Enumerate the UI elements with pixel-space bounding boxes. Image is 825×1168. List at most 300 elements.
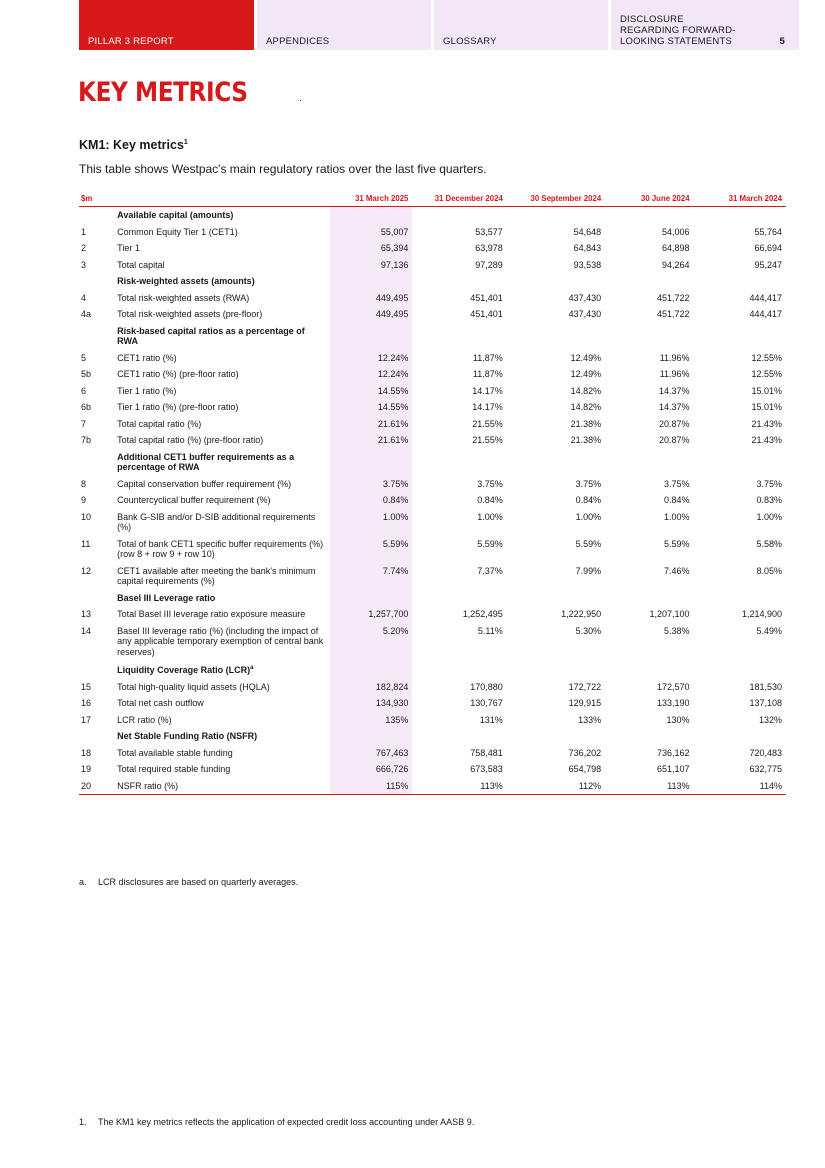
empty-cell xyxy=(694,449,786,476)
empty-cell xyxy=(605,660,693,679)
value-cell: 170,880 xyxy=(470,681,503,692)
value-cell: 21.55% xyxy=(472,435,503,445)
value-cell: 7.99% xyxy=(575,565,602,576)
value-cell: 449,495 xyxy=(330,306,412,323)
value-cell: 5.49% xyxy=(756,625,782,636)
row-label-text: CET1 available after meeting the bank's minimum capital requirements (%) xyxy=(117,565,316,586)
column-header: 31 March 2024 xyxy=(694,192,786,207)
empty-cell xyxy=(694,728,786,745)
section-header-row xyxy=(79,207,786,224)
row-number: 1 xyxy=(81,226,87,237)
value-cell: 1.00% xyxy=(330,509,412,536)
row-label xyxy=(117,306,330,323)
value-cell: 1.00% xyxy=(477,511,503,522)
value-cell: 720,483 xyxy=(749,747,782,758)
value-cell: 1,257,700 xyxy=(330,606,412,623)
empty-cell xyxy=(330,590,412,607)
value-cell: 172,570 xyxy=(657,681,690,692)
row-label-text: Total risk-weighted assets (pre-floor) xyxy=(117,309,263,319)
value-cell: 0.84% xyxy=(330,492,412,509)
row-label xyxy=(117,695,330,712)
value-cell: 8.05% xyxy=(756,565,782,576)
row-number: 14 xyxy=(81,625,92,636)
section-header-row xyxy=(79,728,786,745)
value-cell: 449,495 xyxy=(330,290,412,307)
value-cell: 93,538 xyxy=(573,259,602,270)
table-heading xyxy=(79,138,188,152)
value-cell: 11.96% xyxy=(659,352,690,363)
value-cell: 5.20% xyxy=(330,623,412,661)
value-cell: 0.84% xyxy=(477,495,503,505)
empty-cell xyxy=(694,590,786,607)
value-cell: 1.00% xyxy=(664,511,690,522)
intro-text: This table shows Westpac's main regulatory ratios over the last five quarters. xyxy=(79,162,487,176)
empty-cell xyxy=(605,323,693,350)
value-cell: 12.49% xyxy=(570,369,602,379)
value-cell: 182,824 xyxy=(330,679,412,696)
tab-appendices[interactable] xyxy=(257,0,431,50)
value-cell: 112% xyxy=(507,778,605,795)
value-cell: 21.43% xyxy=(751,418,782,429)
empty-cell xyxy=(412,273,506,290)
tab-label: APPENDICES xyxy=(266,36,330,47)
table-heading-text: KM1: Key metrics xyxy=(79,138,184,152)
column-header: 31 December 2024 xyxy=(412,192,506,207)
row-number-cell xyxy=(79,660,117,679)
footnote-marker: 1 xyxy=(183,138,188,146)
value-cell: 437,430 xyxy=(568,309,602,319)
value-cell: 14.37% xyxy=(659,385,690,396)
value-cell: 14.17% xyxy=(472,402,503,412)
table-row xyxy=(79,745,786,762)
empty-cell xyxy=(507,207,605,224)
table-row xyxy=(79,679,786,696)
value-cell: 97,289 xyxy=(475,259,503,270)
table-row xyxy=(79,257,786,274)
table-row xyxy=(79,399,786,416)
row-number: 5b xyxy=(81,369,92,379)
table-row xyxy=(79,761,786,778)
empty-cell xyxy=(694,323,786,350)
row-number: 5 xyxy=(81,352,87,363)
section-header-row xyxy=(79,660,786,679)
row-label xyxy=(117,712,330,729)
row-label xyxy=(117,383,330,400)
section-header-row xyxy=(79,449,786,476)
value-cell: 129,915 xyxy=(568,698,602,708)
row-number: 9 xyxy=(81,495,87,505)
value-cell: 54,006 xyxy=(662,226,690,237)
tab-pillar-3-report[interactable] xyxy=(79,0,254,50)
row-number: 13 xyxy=(81,609,92,619)
row-number: 7 xyxy=(81,418,87,429)
value-cell: 1,214,900 xyxy=(741,609,782,619)
value-cell: 451,401 xyxy=(470,309,503,319)
value-cell: 53,577 xyxy=(475,226,503,237)
page-number: 5 xyxy=(779,36,785,47)
value-cell: 21.61% xyxy=(330,432,412,449)
value-cell: 673,583 xyxy=(470,764,503,774)
row-label xyxy=(117,224,330,241)
table-row xyxy=(79,383,786,400)
value-cell: 130,767 xyxy=(470,698,503,708)
row-label xyxy=(117,240,330,257)
section-label xyxy=(117,449,330,476)
value-cell: 64,843 xyxy=(573,243,602,253)
footnote-key: 1. xyxy=(79,1117,87,1127)
row-number: 17 xyxy=(81,714,92,725)
table-row xyxy=(79,606,786,623)
row-label-text: Countercyclical buffer requirement (%) xyxy=(117,495,271,505)
row-label-text: NSFR ratio (%) xyxy=(117,780,179,791)
value-cell: 7.74% xyxy=(330,563,412,590)
empty-cell xyxy=(412,660,506,679)
value-cell: 3.75% xyxy=(330,476,412,493)
empty-cell xyxy=(507,323,605,350)
value-cell: 65,394 xyxy=(330,240,412,257)
row-number-cell xyxy=(79,590,117,607)
row-number: 3 xyxy=(81,259,87,270)
unit-header: $m xyxy=(79,192,330,207)
row-number: 12 xyxy=(81,565,92,576)
section-label-text: Basel III Leverage ratio xyxy=(117,592,216,603)
table-row xyxy=(79,350,786,367)
row-label-text: Common Equity Tier 1 (CET1) xyxy=(117,226,238,237)
value-cell: 181,530 xyxy=(749,681,782,692)
value-cell: 5.59% xyxy=(664,538,690,549)
table-row xyxy=(79,366,786,383)
value-cell: 135% xyxy=(330,712,412,729)
value-cell: 14.55% xyxy=(330,383,412,400)
value-cell: 21.38% xyxy=(570,418,602,429)
row-number: 2 xyxy=(81,243,87,253)
row-label-text: Total available stable funding xyxy=(117,747,233,758)
value-cell: 64,898 xyxy=(662,243,690,253)
tab-glossary[interactable] xyxy=(434,0,608,50)
empty-cell xyxy=(605,273,693,290)
value-cell: 130% xyxy=(666,714,690,725)
row-label xyxy=(117,350,330,367)
empty-cell xyxy=(412,207,506,224)
tab-label-line: REGARDING FORWARD- xyxy=(620,25,736,36)
value-cell: 113% xyxy=(605,778,693,795)
empty-cell xyxy=(605,449,693,476)
table-row xyxy=(79,416,786,433)
section-label xyxy=(117,323,330,350)
value-cell: 632,775 xyxy=(749,764,782,774)
value-cell: 7.37% xyxy=(477,565,503,576)
column-header: 30 June 2024 xyxy=(605,192,693,207)
row-label xyxy=(117,492,330,509)
empty-cell xyxy=(507,273,605,290)
value-cell: 3.75% xyxy=(477,478,503,489)
value-cell: 132% xyxy=(758,714,782,725)
value-cell: 767,463 xyxy=(330,745,412,762)
row-label xyxy=(117,399,330,416)
value-cell: 66,694 xyxy=(754,243,782,253)
value-cell: 20.87% xyxy=(659,418,690,429)
table-row xyxy=(79,432,786,449)
row-label-text: Total of bank CET1 specific buffer requirements (%) xyxy=(117,538,324,549)
value-cell: 15.01% xyxy=(751,385,782,396)
value-cell: 651,107 xyxy=(657,764,690,774)
table-row xyxy=(79,778,786,795)
table-row xyxy=(79,623,786,661)
row-number-cell xyxy=(79,323,117,350)
row-label-text: Total net cash outflow xyxy=(117,698,204,708)
value-cell: 133,190 xyxy=(657,698,690,708)
row-number-cell xyxy=(79,449,117,476)
section-label-text: Available capital (amounts) xyxy=(117,210,234,220)
value-cell: 736,162 xyxy=(657,747,690,758)
value-cell: 21.43% xyxy=(751,435,782,445)
row-label xyxy=(117,432,330,449)
value-cell: 15.01% xyxy=(751,402,782,412)
table-row xyxy=(79,306,786,323)
value-cell: 14.82% xyxy=(570,402,602,412)
section-label xyxy=(117,728,330,745)
value-cell: 137,108 xyxy=(749,698,782,708)
empty-cell xyxy=(507,590,605,607)
row-label-text: Tier 1 ratio (%) (pre-floor ratio) xyxy=(117,402,239,412)
table-body xyxy=(79,207,786,795)
value-cell: 758,481 xyxy=(470,747,503,758)
row-label-extra: (row 8 + row 9 + row 10) xyxy=(117,549,215,559)
row-label-text: Bank G-SIB and/or D-SIB additional requirements (%) xyxy=(117,511,316,532)
empty-cell xyxy=(507,728,605,745)
value-cell: 451,722 xyxy=(657,309,690,319)
empty-cell xyxy=(330,728,412,745)
value-cell: 3.75% xyxy=(664,478,690,489)
section-label-text: Additional CET1 buffer requirements as a percentage of RWA xyxy=(117,451,295,472)
row-label xyxy=(117,509,330,536)
row-number: 6 xyxy=(81,385,87,396)
row-label xyxy=(117,761,330,778)
tab-label-line: LOOKING STATEMENTS xyxy=(620,36,732,47)
value-cell: 12.24% xyxy=(330,350,412,367)
empty-cell xyxy=(330,660,412,679)
row-number-cell xyxy=(79,273,117,290)
value-cell: 97,136 xyxy=(330,257,412,274)
value-cell: 14.37% xyxy=(659,402,690,412)
row-number: 18 xyxy=(81,747,92,758)
value-cell: 451,401 xyxy=(470,292,503,303)
value-cell: 1,252,495 xyxy=(462,609,503,619)
value-cell: 11.87% xyxy=(472,369,503,379)
row-label-text: Total capital ratio (%) xyxy=(117,418,202,429)
table-row xyxy=(79,695,786,712)
value-cell: 21.55% xyxy=(472,418,503,429)
value-cell: 3.75% xyxy=(575,478,602,489)
row-label xyxy=(117,536,330,563)
value-cell: 55,007 xyxy=(330,224,412,241)
empty-cell xyxy=(412,728,506,745)
empty-cell xyxy=(412,323,506,350)
row-label-text: Total required stable funding xyxy=(117,764,231,774)
value-cell: 5.38% xyxy=(664,625,690,636)
section-header-row xyxy=(79,590,786,607)
row-label-text: Tier 1 xyxy=(117,243,140,253)
table-row xyxy=(79,509,786,536)
section-label-text: Liquidity Coverage Ratio (LCR) xyxy=(117,665,251,675)
row-label-text: CET1 ratio (%) xyxy=(117,352,177,363)
value-cell: 21.61% xyxy=(330,416,412,433)
tab-label-line: DISCLOSURE xyxy=(620,14,684,25)
row-number: 11 xyxy=(81,538,91,549)
row-number: 16 xyxy=(81,698,92,708)
note-text: LCR disclosures are based on quarterly averages. xyxy=(98,877,299,887)
row-number: 4 xyxy=(81,292,87,303)
section-header-row xyxy=(79,323,786,350)
row-label xyxy=(117,257,330,274)
empty-cell xyxy=(694,660,786,679)
empty-cell xyxy=(330,207,412,224)
tab-forward-looking-statements[interactable] xyxy=(611,0,799,50)
value-cell: 21.38% xyxy=(570,435,602,445)
table-row xyxy=(79,224,786,241)
row-number: 6b xyxy=(81,402,92,412)
tab-label: GLOSSARY xyxy=(443,36,497,47)
value-cell: 0.84% xyxy=(664,495,690,505)
value-cell: 131% xyxy=(479,714,503,725)
value-cell: 115% xyxy=(330,778,412,795)
value-cell: 12.49% xyxy=(570,352,602,363)
value-cell: 12.55% xyxy=(751,352,782,363)
empty-cell xyxy=(330,323,412,350)
value-cell: 95,247 xyxy=(754,259,782,270)
value-cell: 1.00% xyxy=(756,511,782,522)
empty-cell xyxy=(605,728,693,745)
empty-cell xyxy=(330,449,412,476)
row-label-text: Capital conservation buffer requirement (%) xyxy=(117,478,292,489)
value-cell: 54,648 xyxy=(573,226,602,237)
footnote-text: The KM1 key metrics reflects the application of expected credit loss accounting under AASB 9. xyxy=(98,1117,475,1127)
value-cell: 94,264 xyxy=(662,259,690,270)
section-header-row xyxy=(79,273,786,290)
value-cell: 14.82% xyxy=(570,385,602,396)
value-cell: 5.59% xyxy=(330,536,412,563)
tab-label: PILLAR 3 REPORT xyxy=(88,36,174,47)
row-number-cell xyxy=(79,728,117,745)
empty-cell xyxy=(330,273,412,290)
value-cell: 3.75% xyxy=(756,478,782,489)
row-number-cell xyxy=(79,207,117,224)
value-cell: 0.83% xyxy=(756,495,782,505)
value-cell: 5.30% xyxy=(575,625,602,636)
empty-cell xyxy=(507,449,605,476)
page-title: KEY METRICS xyxy=(78,77,248,108)
column-header: 31 March 2025 xyxy=(330,192,412,207)
value-cell: 666,726 xyxy=(330,761,412,778)
tab-label xyxy=(620,14,736,47)
value-cell: 11.96% xyxy=(659,369,690,379)
empty-cell xyxy=(605,590,693,607)
row-label xyxy=(117,416,330,433)
row-number: 20 xyxy=(79,778,117,795)
section-label xyxy=(117,590,330,607)
value-cell: 11.87% xyxy=(472,352,503,363)
value-cell: 5.59% xyxy=(575,538,602,549)
table-header-row xyxy=(79,192,786,207)
empty-cell xyxy=(694,207,786,224)
section-label xyxy=(117,207,330,224)
empty-cell xyxy=(412,590,506,607)
value-cell: 451,722 xyxy=(657,292,690,303)
section-label xyxy=(117,660,330,679)
row-label-text: LCR ratio (%) xyxy=(117,714,172,725)
row-number: 10 xyxy=(81,511,92,522)
value-cell: 133% xyxy=(578,714,602,725)
empty-cell xyxy=(694,273,786,290)
row-number: 8 xyxy=(81,478,87,489)
value-cell: 134,930 xyxy=(330,695,412,712)
value-cell: 7.46% xyxy=(664,565,690,576)
value-cell: 20.87% xyxy=(659,435,690,445)
row-label-text: Total capital ratio (%) (pre-floor ratio) xyxy=(117,435,264,445)
row-number: 19 xyxy=(81,764,92,774)
table-note xyxy=(79,877,298,887)
row-number: 15 xyxy=(81,681,92,692)
empty-cell xyxy=(507,660,605,679)
row-label-text: Total capital xyxy=(117,259,165,270)
value-cell: 5.11% xyxy=(477,625,503,636)
value-cell: 5.58% xyxy=(756,538,782,549)
row-number: 7b xyxy=(81,435,92,445)
note-key: a. xyxy=(79,877,87,887)
value-cell: 437,430 xyxy=(568,292,602,303)
table-row xyxy=(79,563,786,590)
value-cell: 0.84% xyxy=(575,495,602,505)
table-row xyxy=(79,240,786,257)
value-cell: 114% xyxy=(694,778,786,795)
page-footnote xyxy=(79,1117,474,1127)
row-label-text: Total risk-weighted assets (RWA) xyxy=(117,292,250,303)
table-row xyxy=(79,476,786,493)
row-label-text: Tier 1 ratio (%) xyxy=(117,385,177,396)
row-label-text: CET1 ratio (%) (pre-floor ratio) xyxy=(117,369,239,379)
section-label-text: Risk-based capital ratios as a percentage of RWA xyxy=(117,325,305,346)
value-cell: 55,764 xyxy=(754,226,782,237)
value-cell: 63,978 xyxy=(475,243,503,253)
row-number: 4a xyxy=(81,309,92,319)
column-header: 30 September 2024 xyxy=(507,192,605,207)
row-label-text: Basel III leverage ratio (%) (including the impact of any applicable temporary exemption of central bank reserves) xyxy=(117,625,324,657)
row-label xyxy=(117,476,330,493)
top-navigation xyxy=(79,0,799,50)
row-label xyxy=(117,623,330,661)
value-cell: 14.17% xyxy=(472,385,503,396)
note-marker: a xyxy=(250,665,254,671)
empty-cell xyxy=(412,449,506,476)
row-label-text: Total high-quality liquid assets (HQLA) xyxy=(117,681,270,692)
value-cell: 444,417 xyxy=(749,292,782,303)
value-cell: 14.55% xyxy=(330,399,412,416)
value-cell: 1,207,100 xyxy=(649,609,690,619)
empty-cell xyxy=(605,207,693,224)
row-label xyxy=(117,366,330,383)
section-label-text: Risk-weighted assets (amounts) xyxy=(117,276,255,286)
row-label xyxy=(117,679,330,696)
table-row xyxy=(79,536,786,563)
value-cell: 654,798 xyxy=(568,764,602,774)
stray-dot xyxy=(300,100,301,101)
row-label-text: Total Basel III leverage ratio exposure measure xyxy=(117,609,306,619)
row-label xyxy=(117,606,330,623)
value-cell: 12.55% xyxy=(751,369,782,379)
table-row xyxy=(79,492,786,509)
value-cell: 5.59% xyxy=(477,538,503,549)
section-label-text: Net Stable Funding Ratio (NSFR) xyxy=(117,731,258,741)
